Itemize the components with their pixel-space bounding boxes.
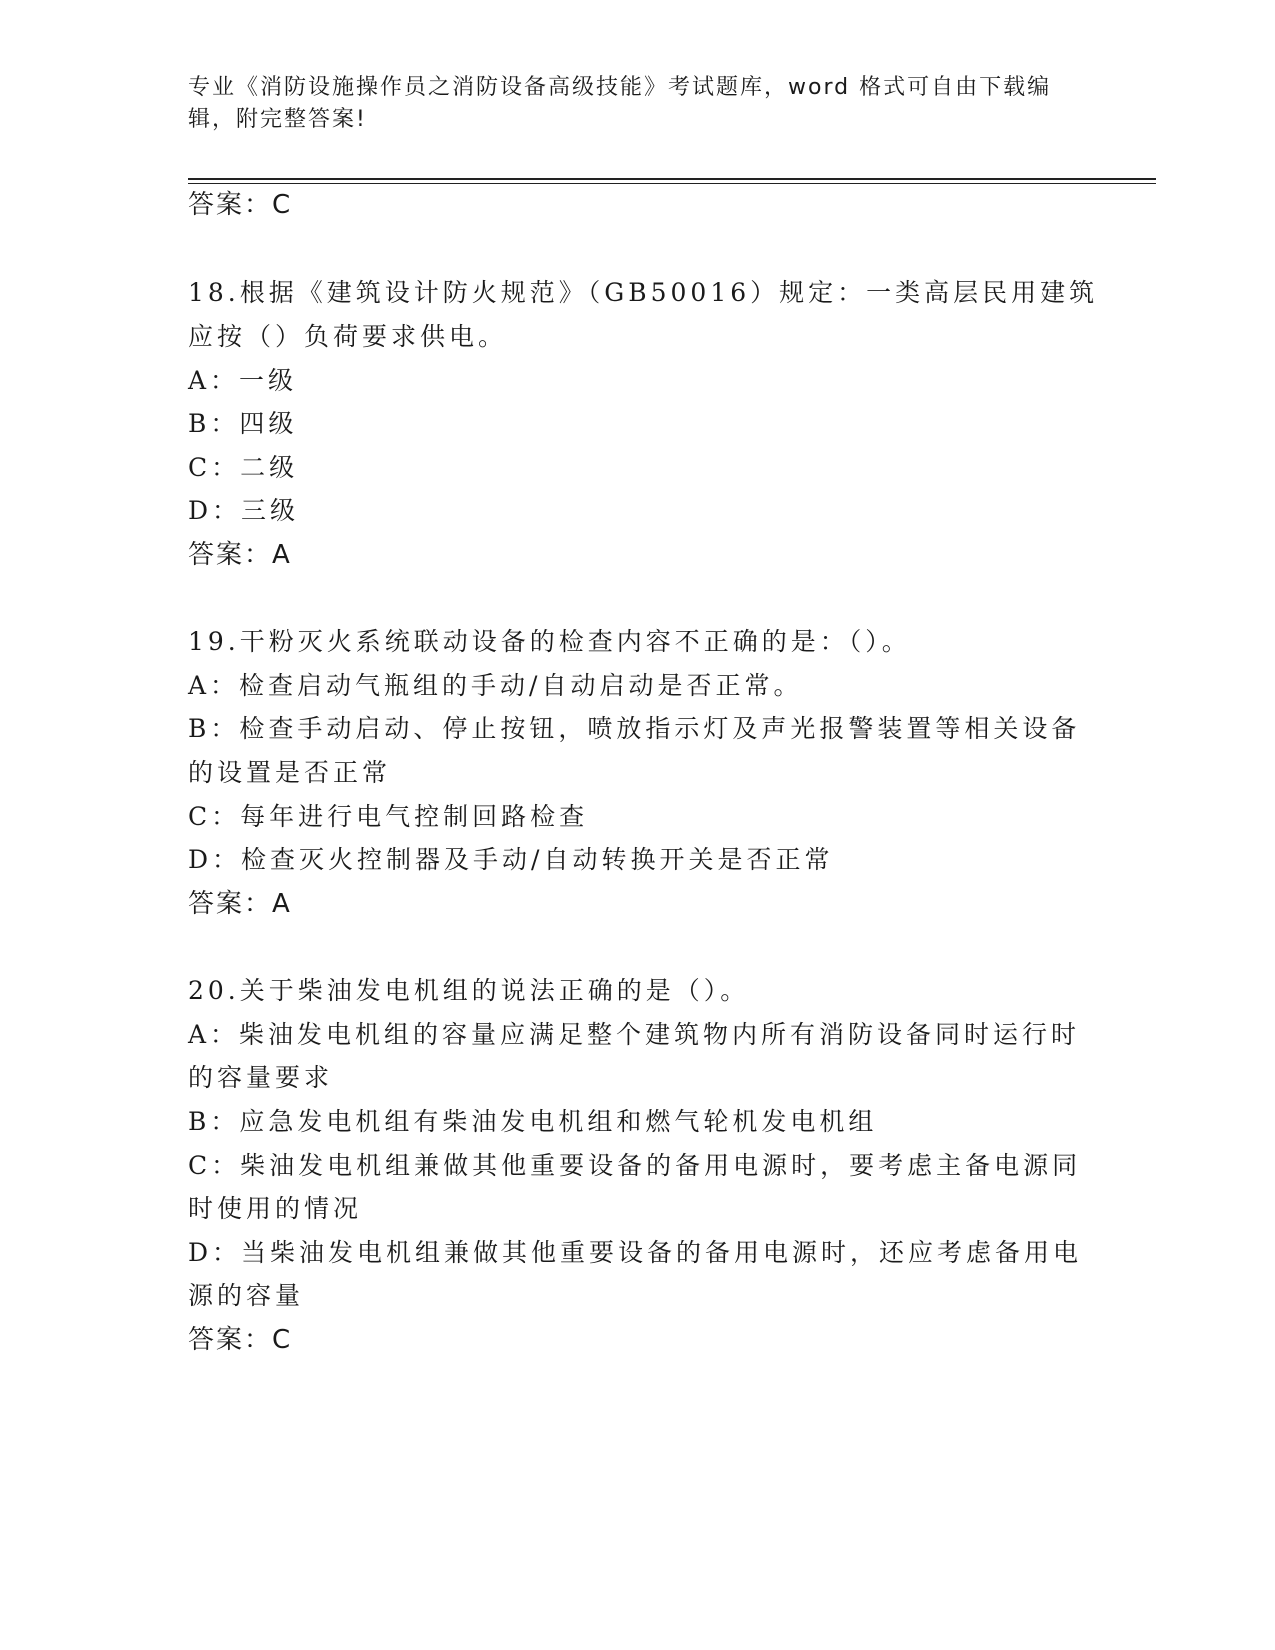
q18-option-c: C：二级 [188, 453, 299, 482]
q20-option-c-line1: C：柴油发电机组兼做其他重要设备的备用电源时，要考虑主备电源同 [188, 1151, 1082, 1180]
q19-option-d: D：检查灭火控制器及手动/自动转换开关是否正常 [188, 845, 834, 874]
q20-option-a-line2: 的容量要求 [188, 1063, 334, 1092]
header-divider-thick [188, 178, 1156, 180]
q20-option-c-line2: 时使用的情况 [188, 1194, 363, 1223]
q20-stem: 20.关于柴油发电机组的说法正确的是（）。 [188, 976, 750, 1005]
q20-option-a-line1: A：柴油发电机组的容量应满足整个建筑物内所有消防设备同时运行时 [188, 1020, 1081, 1049]
q20-option-d-line2: 源的容量 [188, 1281, 305, 1310]
q20-option-b: B：应急发电机组有柴油发电机组和燃气轮机发电机组 [188, 1107, 878, 1136]
q18-option-b: B：四级 [188, 409, 298, 438]
q19-option-b-line1: B：检查手动启动、停止按钮，喷放指示灯及声光报警装置等相关设备 [188, 714, 1081, 743]
q19-option-c: C：每年进行电气控制回路检查 [188, 802, 589, 831]
q18-stem-line1: 18.根据《建筑设计防火规范》（GB50016）规定：一类高层民用建筑 [188, 278, 1099, 307]
q20-option-d-line1: D：当柴油发电机组兼做其他重要设备的备用电源时，还应考虑备用电 [188, 1238, 1083, 1267]
answer-previous: 答案：C [188, 190, 293, 220]
q18-option-d: D：三级 [188, 496, 300, 525]
q19-option-a: A：检查启动气瓶组的手动/自动启动是否正常。 [188, 671, 803, 700]
q19-option-b-line2: 的设置是否正常 [188, 758, 392, 787]
q18-answer: 答案：A [188, 540, 292, 570]
q18-stem-line2: 应按（）负荷要求供电。 [188, 322, 508, 351]
q18-option-a: A：一级 [188, 366, 298, 395]
header-divider-thin [188, 183, 1156, 184]
q20-answer: 答案：C [188, 1325, 293, 1355]
q19-answer: 答案：A [188, 889, 292, 919]
header-text: 专业《消防设施操作员之消防设备高级技能》考试题库，word 格式可自由下载编辑，附完整答案! [188, 75, 1052, 132]
q19-stem: 19.干粉灭火系统联动设备的检查内容不正确的是：（）。 [188, 627, 911, 656]
